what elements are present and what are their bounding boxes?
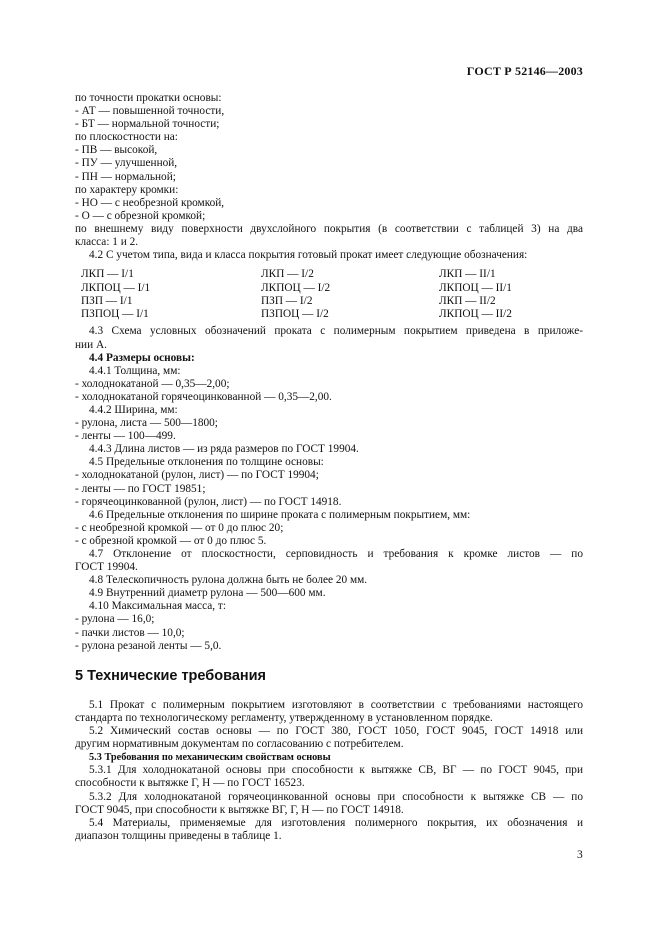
designation-cell: ЛКП — I/1 — [81, 268, 134, 281]
designation-cell: ЛКП — I/2 — [261, 268, 314, 281]
paragraph-line: 5.2 Химический состав основы — по ГОСТ 380, ГОСТ 1050, ГОСТ 9045, ГОСТ 14918 или — [89, 725, 583, 738]
list-item: - ПУ — улучшенной, — [75, 157, 178, 170]
designations-table — [81, 268, 583, 321]
document-header: ГОСТ Р 52146—2003 — [466, 64, 583, 78]
paragraph-4-2: 4.2 С учетом типа, вида и класса покрытия готовый прокат имеет следующие обозначения: — [89, 249, 528, 262]
list-item: - рулона, листа — 500—1800; — [75, 417, 218, 430]
list-item: - с обрезной кромкой — от 0 до плюс 5. — [75, 534, 267, 547]
designation-cell: ПЗП — I/1 — [81, 294, 133, 307]
list-item: - БТ — нормальной точности; — [75, 118, 220, 131]
paragraph-line: по внешнему виду поверхности двухслойного покрытия (в соответствии с таблицей 3) на два — [75, 222, 583, 235]
list-item: - ленты — по ГОСТ 19851; — [75, 482, 206, 495]
list-item: - холоднокатаной — 0,35—2,00; — [75, 377, 230, 390]
paragraph-line: 4.7 Отклонение от плоскостности, серповидность и требования к кромке листов — по — [89, 548, 583, 560]
list-item: - АТ — повышенной точности, — [75, 105, 225, 118]
paragraph-line: нии А. — [75, 338, 107, 351]
text-line: 4.9 Внутренний диаметр рулона — 500—600 мм. — [89, 587, 326, 600]
text-line: 4.6 Предельные отклонения по ширине проката с полимерным покрытием, мм: — [89, 508, 471, 521]
list-item: - ПН — нормальной; — [75, 170, 176, 183]
designation-cell: ПЗПОЦ — I/2 — [261, 308, 329, 321]
list-item: - НО — с необрезной кромкой, — [75, 196, 225, 209]
paragraph-line: ГОСТ 19904. — [75, 561, 138, 574]
list-item: - рулона — 16,0; — [75, 613, 155, 626]
list-item: - ПВ — высокой, — [75, 144, 158, 157]
text-line: 4.4.3 Длина листов — из ряда размеров по ГОСТ 19904. — [89, 443, 359, 456]
designation-cell: ПЗПОЦ — I/1 — [81, 308, 149, 321]
designation-cell: ЛКПОЦ — I/2 — [261, 281, 331, 294]
list-item: - горячеоцинкованной (рулон, лист) — по ГОСТ 14918. — [75, 495, 342, 508]
subsection-heading: 5.3 Требования по механическим свойствам основы — [89, 752, 331, 764]
paragraph-line: класса: 1 и 2. — [75, 236, 139, 249]
paragraph-line: другим нормативным документам по согласованию с потребителем. — [75, 738, 404, 751]
paragraph-line: 5.1 Прокат с полимерным покрытием изготовляют в соответствии с требованиями настоящего — [89, 698, 583, 711]
text-line: по точности прокатки основы: — [75, 92, 222, 104]
text-line: по плоскостности на: — [75, 131, 178, 144]
paragraph-line: 5.3.1 Для холоднокатаной основы при способности к вытяжке СВ, ВГ — по ГОСТ 9045, при — [89, 764, 583, 777]
list-item: - О — с обрезной кромкой; — [75, 209, 206, 222]
list-item: - холоднокатаной (рулон, лист) — по ГОСТ 19904; — [75, 469, 319, 482]
designation-cell: ПЗП — I/2 — [261, 294, 313, 307]
text-line: 4.4.2 Ширина, мм: — [89, 403, 178, 416]
text-line: 4.4.1 Толщина, мм: — [89, 364, 181, 377]
list-item: - пачки листов — 10,0; — [75, 626, 185, 639]
paragraph-line: 4.3 Схема условных обозначений проката с полимерным покрытием приведена в приложе- — [89, 325, 583, 338]
subsection-heading: 4.4 Размеры основы: — [89, 351, 195, 364]
designation-cell: ЛКПОЦ — I/1 — [81, 281, 151, 294]
paragraph-line: 5.3.2 Для холоднокатаной горячеоцинкованной основы при способности к вытяжке СВ — по — [89, 790, 583, 803]
list-item: - с необрезной кромкой — от 0 до плюс 20; — [75, 521, 284, 534]
paragraph-line: ГОСТ 9045, при способности к вытяжке ВГ, Г, Н — по ГОСТ 14918. — [75, 803, 404, 816]
list-item: - рулона резаной ленты — 5,0. — [75, 639, 222, 652]
designation-cell: ЛКПОЦ — II/2 — [439, 308, 512, 321]
text-line: 4.8 Телескопичность рулона должна быть не более 20 мм. — [89, 574, 368, 587]
list-item: - холоднокатаной горячеоцинкованной — 0,35—2,00. — [75, 390, 332, 403]
designation-cell: ЛКПОЦ — II/1 — [439, 281, 512, 294]
paragraph-line: стандарта по технологическому регламенту, утвержденному в установленном порядке. — [75, 711, 493, 724]
paragraph-line: способности к вытяжке Г, Н — по ГОСТ 16523. — [75, 777, 305, 790]
paragraph-line: 5.4 Материалы, применяемые для изготовления полимерного покрытия, их обозначения и — [89, 816, 583, 829]
text-line: 4.10 Максимальная масса, т: — [89, 600, 226, 613]
text-line: по характеру кромки: — [75, 183, 179, 196]
list-item: - ленты — 100—499. — [75, 430, 176, 443]
page-number: 3 — [577, 849, 583, 861]
text-line: 4.5 Предельные отклонения по толщине основы: — [89, 456, 324, 469]
document-body — [75, 92, 583, 843]
section-title: 5 Технические требования — [75, 667, 267, 684]
designation-cell: ЛКП — II/2 — [439, 294, 496, 307]
paragraph-line: диапазон толщины приведены в таблице 1. — [75, 829, 282, 842]
designation-cell: ЛКП — II/1 — [439, 268, 496, 281]
